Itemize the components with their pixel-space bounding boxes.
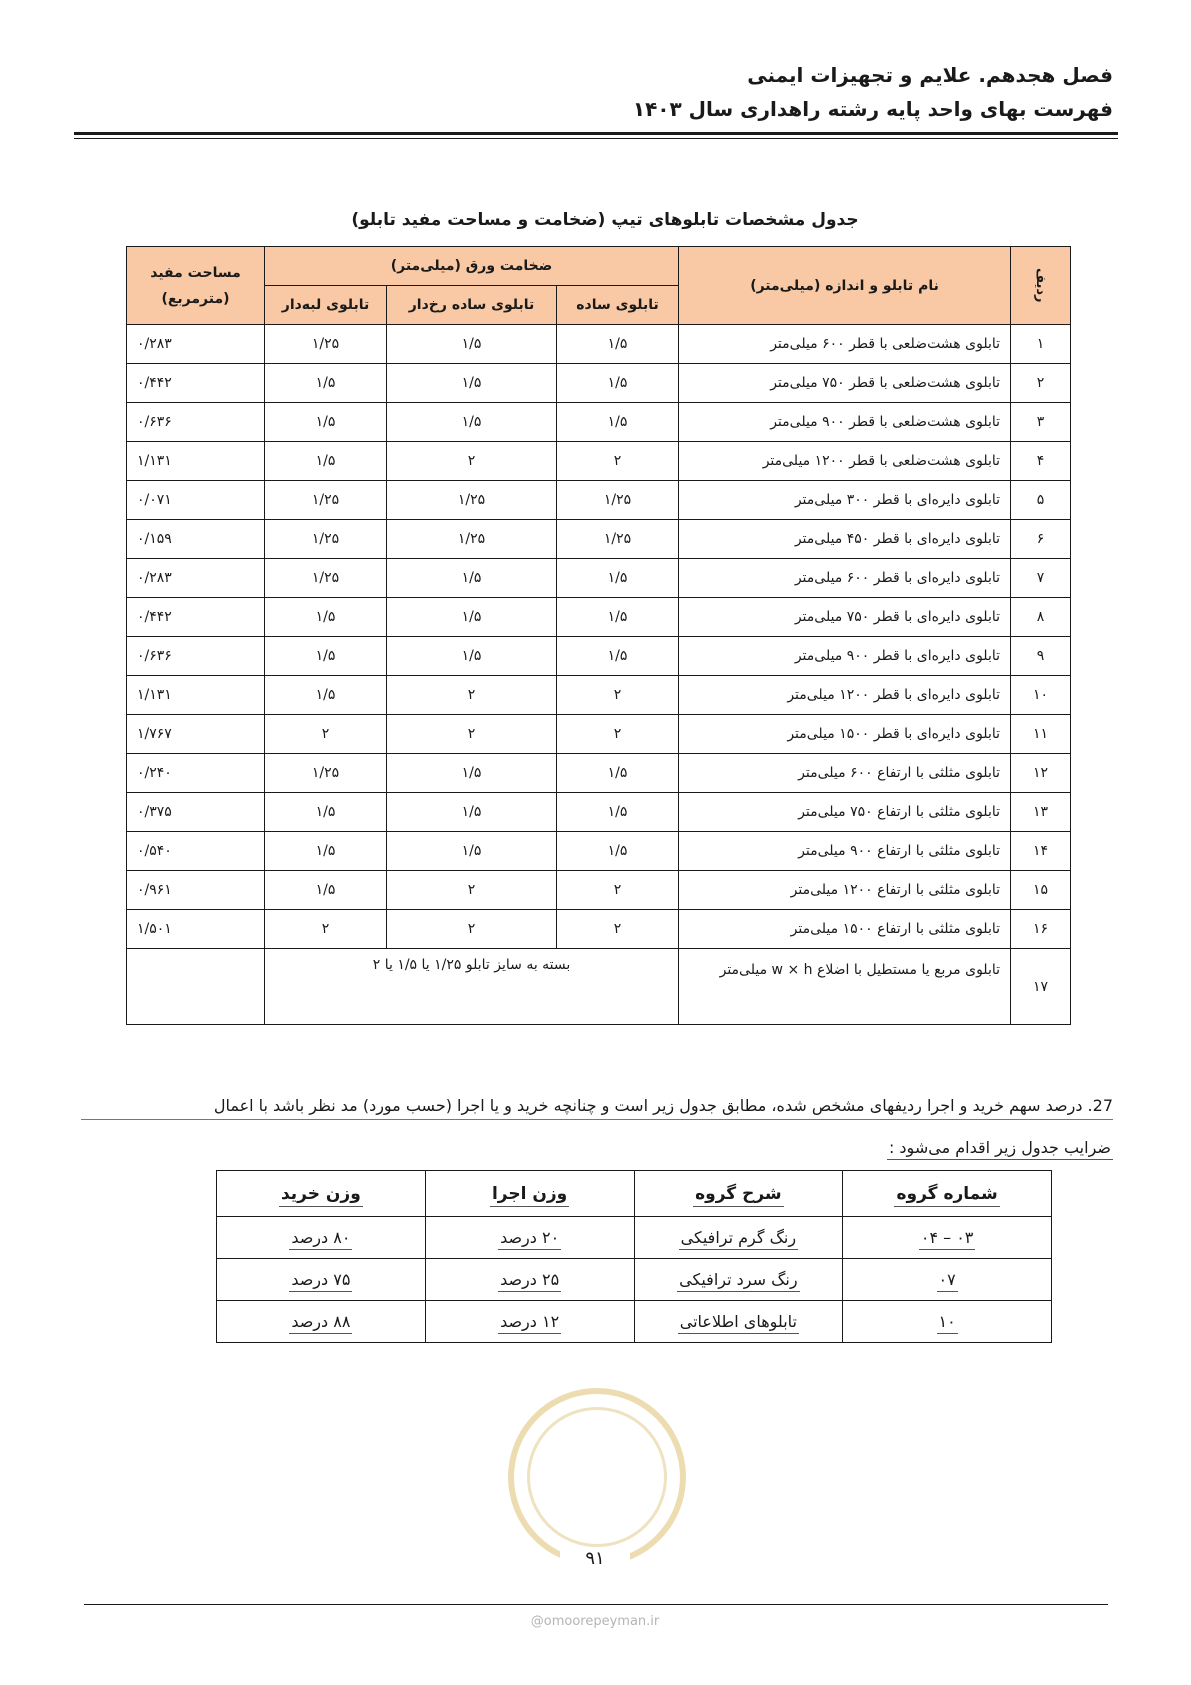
chapter-title: فصل هجدهم. علایم و تجهیزات ایمنی [747,63,1113,87]
cell-area [127,949,265,1025]
cell-group-desc-text: تابلوهای اطلاعاتی [678,1312,799,1334]
cell-row-number: ۵ [1011,481,1071,520]
cell-thickness-simple: ۱/۵ [557,637,679,676]
cell-sign-name: تابلوی دایره‌ای با قطر ۱۲۰۰ میلی‌متر [679,676,1011,715]
table-row [127,442,1071,481]
cell-exec-weight-text: ۲۰ درصد [498,1228,561,1250]
table-row [127,637,1071,676]
header-simple: تابلوی ساده [557,286,679,325]
cell-thickness-edged: ۲ [265,910,387,949]
cell-thickness-edged: ۱/۲۵ [265,481,387,520]
table-row [127,325,1071,364]
table-row [217,1259,1052,1301]
cell-thickness-framed: ۱/۵ [387,832,557,871]
table-row [217,1301,1052,1343]
cell-buy-weight [217,1301,426,1343]
cell-thickness-edged: ۱/۵ [265,364,387,403]
cell-thickness-edged: ۱/۵ [265,793,387,832]
cell-thickness-edged: ۱/۲۵ [265,325,387,364]
cell-thickness-simple: ۱/۵ [557,364,679,403]
cell-thickness-framed: ۱/۲۵ [387,481,557,520]
cell-row-number: ۱۴ [1011,832,1071,871]
cell-group-number-text: ۰۷ [937,1270,958,1292]
header-exec-weight: وزن اجرا [425,1171,634,1217]
cell-buy-weight-text: ۸۸ درصد [289,1312,352,1334]
header-radif: ردیف [1011,247,1071,325]
cell-sign-name: تابلوی هشت‌ضلعی با قطر ۹۰۰ میلی‌متر [679,403,1011,442]
cell-sign-name: تابلوی دایره‌ای با قطر ۱۵۰۰ میلی‌متر [679,715,1011,754]
spec-table-body [127,325,1071,949]
cell-sign-name: تابلوی مثلثی با ارتفاع ۹۰۰ میلی‌متر [679,832,1011,871]
cell-sign-name: تابلوی دایره‌ای با قطر ۶۰۰ میلی‌متر [679,559,1011,598]
cell-area: ۰/۳۷۵ [127,793,265,832]
cell-sign-name: تابلوی مثلثی با ارتفاع ۱۲۰۰ میلی‌متر [679,871,1011,910]
cell-thickness-edged: ۱/۵ [265,832,387,871]
cell-buy-weight-text: ۸۰ درصد [289,1228,352,1250]
cell-thickness-simple: ۱/۲۵ [557,520,679,559]
cell-row-number: ۲ [1011,364,1071,403]
cell-sign-name: تابلوی مثلثی با ارتفاع ۶۰۰ میلی‌متر [679,754,1011,793]
cell-thickness-simple: ۱/۲۵ [557,481,679,520]
cell-thickness-framed: ۲ [387,442,557,481]
cell-thickness-framed: ۱/۵ [387,637,557,676]
cell-thickness-simple: ۱/۵ [557,325,679,364]
cell-exec-weight [425,1217,634,1259]
cell-thickness-framed: ۲ [387,715,557,754]
cell-area: ۰/۲۸۳ [127,559,265,598]
cell-thickness-edged: ۱/۲۵ [265,754,387,793]
cell-row-number: ۶ [1011,520,1071,559]
cell-group-desc [634,1217,843,1259]
cell-thickness-simple: ۲ [557,910,679,949]
cell-buy-weight-text: ۷۵ درصد [289,1270,352,1292]
cell-group-number [843,1259,1052,1301]
cell-thickness-edged: ۱/۵ [265,598,387,637]
cell-sign-name: تابلوی مثلثی با ارتفاع ۷۵۰ میلی‌متر [679,793,1011,832]
weights-table-body [217,1217,1052,1343]
cell-area: ۰/۰۷۱ [127,481,265,520]
watermark-logo [508,1388,686,1566]
header-group-desc: شرح گروه [634,1171,843,1217]
cell-thickness-simple: ۱/۵ [557,793,679,832]
cell-row-number: ۷ [1011,559,1071,598]
paragraph-line-2-text: ضرایب جدول زیر اقدام می‌شود : [887,1138,1113,1160]
table-row [127,949,1071,1025]
table-row [127,403,1071,442]
cell-area: ۱/۷۶۷ [127,715,265,754]
cell-thickness-framed: ۱/۵ [387,325,557,364]
weights-table [216,1170,1052,1343]
cell-area: ۰/۱۵۹ [127,520,265,559]
cell-area: ۰/۶۳۶ [127,403,265,442]
cell-thickness-simple: ۱/۵ [557,559,679,598]
header-area-line2: (مترمربع) [161,290,230,307]
cell-row-number: ۳ [1011,403,1071,442]
header-buy-weight: وزن خرید [217,1171,426,1217]
cell-exec-weight [425,1301,634,1343]
cell-thickness-simple: ۱/۵ [557,754,679,793]
cell-thickness-edged: ۱/۵ [265,442,387,481]
table-row [127,793,1071,832]
cell-row-number: ۱۰ [1011,676,1071,715]
cell-thickness-edged: ۱/۵ [265,637,387,676]
cell-exec-weight-text: ۱۲ درصد [498,1312,561,1334]
cell-sign-name: تابلوی دایره‌ای با قطر ۳۰۰ میلی‌متر [679,481,1011,520]
cell-sign-name: تابلوی دایره‌ای با قطر ۷۵۰ میلی‌متر [679,598,1011,637]
cell-group-desc [634,1259,843,1301]
cell-thickness-note: بسته به سایز تابلو ۱/۲۵ یا ۱/۵ یا ۲ [265,949,679,1025]
page-number: ۹۱ [560,1548,630,1569]
cell-exec-weight-text: ۲۵ درصد [498,1270,561,1292]
cell-sign-name: تابلوی هشت‌ضلعی با قطر ۷۵۰ میلی‌متر [679,364,1011,403]
cell-sign-name: تابلوی دایره‌ای با قطر ۴۵۰ میلی‌متر [679,520,1011,559]
cell-sign-name: تابلوی هشت‌ضلعی با قطر ۶۰۰ میلی‌متر [679,325,1011,364]
cell-thickness-edged: ۲ [265,715,387,754]
website-label: @omoorepeyman.ir [530,1614,660,1629]
table-row [127,715,1071,754]
cell-thickness-framed: ۱/۵ [387,403,557,442]
cell-sign-name: تابلوی دایره‌ای با قطر ۹۰۰ میلی‌متر [679,637,1011,676]
cell-row-number: ۴ [1011,442,1071,481]
cell-area: ۱/۱۳۱ [127,442,265,481]
cell-thickness-framed: ۱/۵ [387,793,557,832]
cell-area: ۰/۴۴۲ [127,364,265,403]
cell-area: ۰/۶۳۶ [127,637,265,676]
cell-thickness-simple: ۱/۵ [557,832,679,871]
table-row [127,520,1071,559]
cell-row-number: ۱۱ [1011,715,1071,754]
cell-row-number: ۸ [1011,598,1071,637]
table-row [127,364,1071,403]
header-area-line1: مساحت مفید [150,264,241,281]
cell-thickness-simple: ۲ [557,676,679,715]
watermark-inner-ring [527,1407,667,1547]
cell-area: ۰/۹۶۱ [127,871,265,910]
cell-thickness-edged: ۱/۵ [265,871,387,910]
cell-row-number: ۱۵ [1011,871,1071,910]
cell-row-number: ۱۲ [1011,754,1071,793]
cell-buy-weight [217,1217,426,1259]
cell-row-number: ۱ [1011,325,1071,364]
cell-thickness-framed: ۱/۵ [387,598,557,637]
header-edged: تابلوی لبه‌دار [265,286,387,325]
price-list-title: فهرست بهای واحد پایه رشته راهداری سال ۱۴۰۳ [632,97,1113,121]
cell-area: ۰/۵۴۰ [127,832,265,871]
cell-group-desc-text: رنگ سرد ترافیکی [677,1270,799,1292]
cell-thickness-framed: ۱/۲۵ [387,520,557,559]
cell-thickness-framed: ۲ [387,910,557,949]
paragraph-line-1: 27. درصد سهم خرید و اجرا ردیفهای مشخص شده، مطابق جدول زیر است و چنانچه خرید و یا اجرا (حسب مورد) مد نظر باشد با اعمال [81,1096,1113,1120]
cell-buy-weight [217,1259,426,1301]
cell-area: ۰/۴۴۲ [127,598,265,637]
cell-row-number: ۱۶ [1011,910,1071,949]
cell-area: ۰/۲۸۳ [127,325,265,364]
spec-table [126,246,1071,1025]
table-row [127,910,1071,949]
table-row [127,676,1071,715]
paragraph-line-2 [81,1138,1113,1157]
cell-row-number: ۹ [1011,637,1071,676]
cell-thickness-simple: ۲ [557,715,679,754]
cell-row-number: ۱۳ [1011,793,1071,832]
footer-rule [84,1604,1108,1605]
table-row [127,754,1071,793]
cell-sign-name: تابلوی مربع یا مستطیل با اضلاع w × h میلی‌متر [679,949,1011,1025]
cell-thickness-edged: ۱/۵ [265,676,387,715]
cell-thickness-simple: ۲ [557,871,679,910]
cell-thickness-simple: ۱/۵ [557,598,679,637]
page-header [73,58,1113,126]
cell-area: ۱/۵۰۱ [127,910,265,949]
cell-thickness-edged: ۱/۵ [265,403,387,442]
table-row [217,1217,1052,1259]
cell-sign-name: تابلوی مثلثی با ارتفاع ۱۵۰۰ میلی‌متر [679,910,1011,949]
cell-sign-name: تابلوی هشت‌ضلعی با قطر ۱۲۰۰ میلی‌متر [679,442,1011,481]
header-rule-thin [74,138,1118,139]
table-row [127,832,1071,871]
cell-group-number [843,1217,1052,1259]
cell-group-desc [634,1301,843,1343]
cell-exec-weight [425,1259,634,1301]
cell-group-desc-text: رنگ گرم ترافیکی [679,1228,798,1250]
cell-group-number [843,1301,1052,1343]
header-simple-framed: تابلوی ساده رخ‌دار [387,286,557,325]
table-row [127,598,1071,637]
table-row [127,871,1071,910]
table-row [127,559,1071,598]
header-group-number: شماره گروه [843,1171,1052,1217]
cell-thickness-framed: ۲ [387,676,557,715]
cell-thickness-framed: ۱/۵ [387,364,557,403]
cell-area: ۰/۲۴۰ [127,754,265,793]
cell-thickness-simple: ۱/۵ [557,403,679,442]
header-rule-thick [74,132,1118,135]
header-name: نام تابلو و اندازه (میلی‌متر) [679,247,1011,325]
header-thickness: ضخامت ورق (میلی‌متر) [265,247,679,286]
cell-thickness-simple: ۲ [557,442,679,481]
cell-thickness-framed: ۱/۵ [387,559,557,598]
table-row [127,481,1071,520]
header-area [127,247,265,325]
cell-area: ۱/۱۳۱ [127,676,265,715]
cell-thickness-edged: ۱/۲۵ [265,559,387,598]
cell-thickness-framed: ۱/۵ [387,754,557,793]
cell-thickness-framed: ۲ [387,871,557,910]
cell-group-number-text: ۱۰ [937,1312,958,1334]
cell-row-number: ۱۷ [1011,949,1071,1025]
cell-thickness-edged: ۱/۲۵ [265,520,387,559]
cell-group-number-text: ۰۳ – ۰۴ [919,1228,976,1250]
spec-table-title: جدول مشخصات تابلوهای تیپ (ضخامت و مساحت مفید تابلو) [351,210,859,230]
